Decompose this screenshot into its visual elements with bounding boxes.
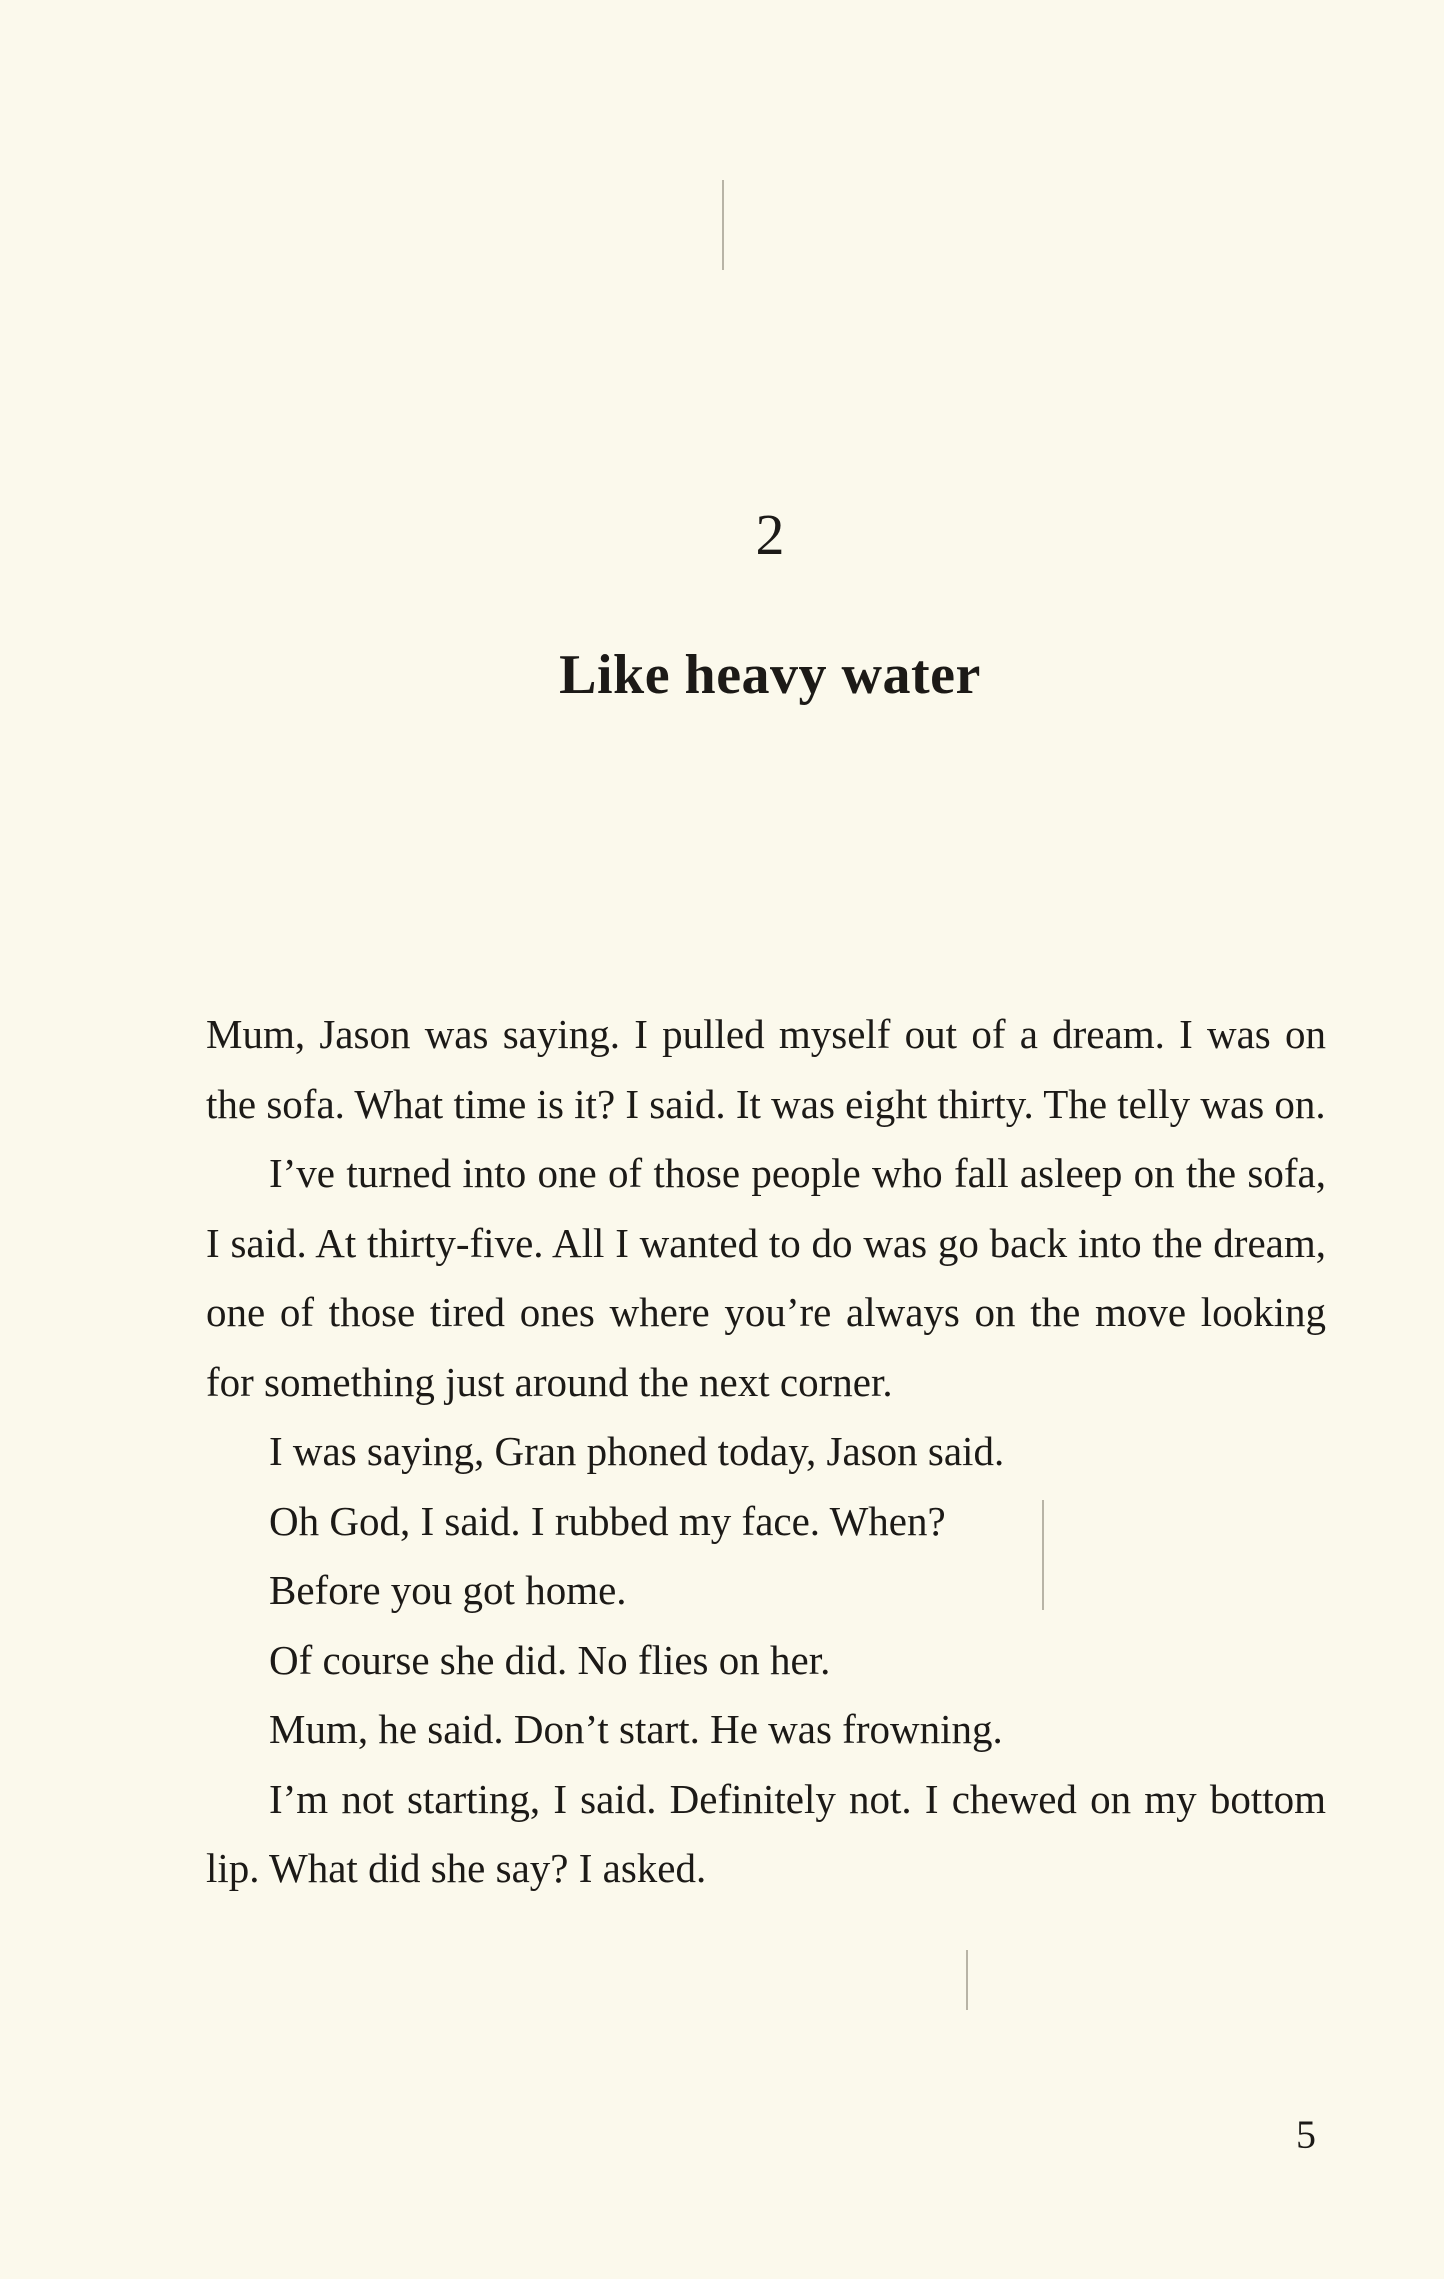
paragraph: Before you got home. [269,1567,627,1613]
chapter-number: 2 [755,502,785,567]
paragraph: Of course she did. No flies on her. [269,1636,831,1683]
page-number: 5 [1296,2112,1316,2157]
paragraph: I’ve turned into one of those people who fall asleep on the sofa, I said. At thirty-five. All I wanted to do was go back into the dream, one of those tired ones where you’re always on the move looking for something just around the next corner. [206,1150,1326,1405]
scan-speck [722,180,724,270]
paragraph: I’m not starting, I said. Definitely not. I chewed on my bottom lip. What did she say? I asked. [206,1775,1326,1891]
scan-speck [966,1950,968,2010]
paragraph: Mum, he said. Don’t start. He was frowning. [269,1706,1003,1752]
chapter-title: Like heavy water [559,644,981,706]
paragraph: I was saying, Gran phoned today, Jason said. [269,1428,1005,1474]
paragraph: Oh God, I said. I rubbed my face. When? [269,1497,946,1544]
paragraph: Mum, Jason was saying. I pulled myself out of a dream. I was on the sofa. What time is it? I said. It was eight thirty. The telly was on. [206,1011,1326,1127]
chapter-body [206,1000,1326,1904]
